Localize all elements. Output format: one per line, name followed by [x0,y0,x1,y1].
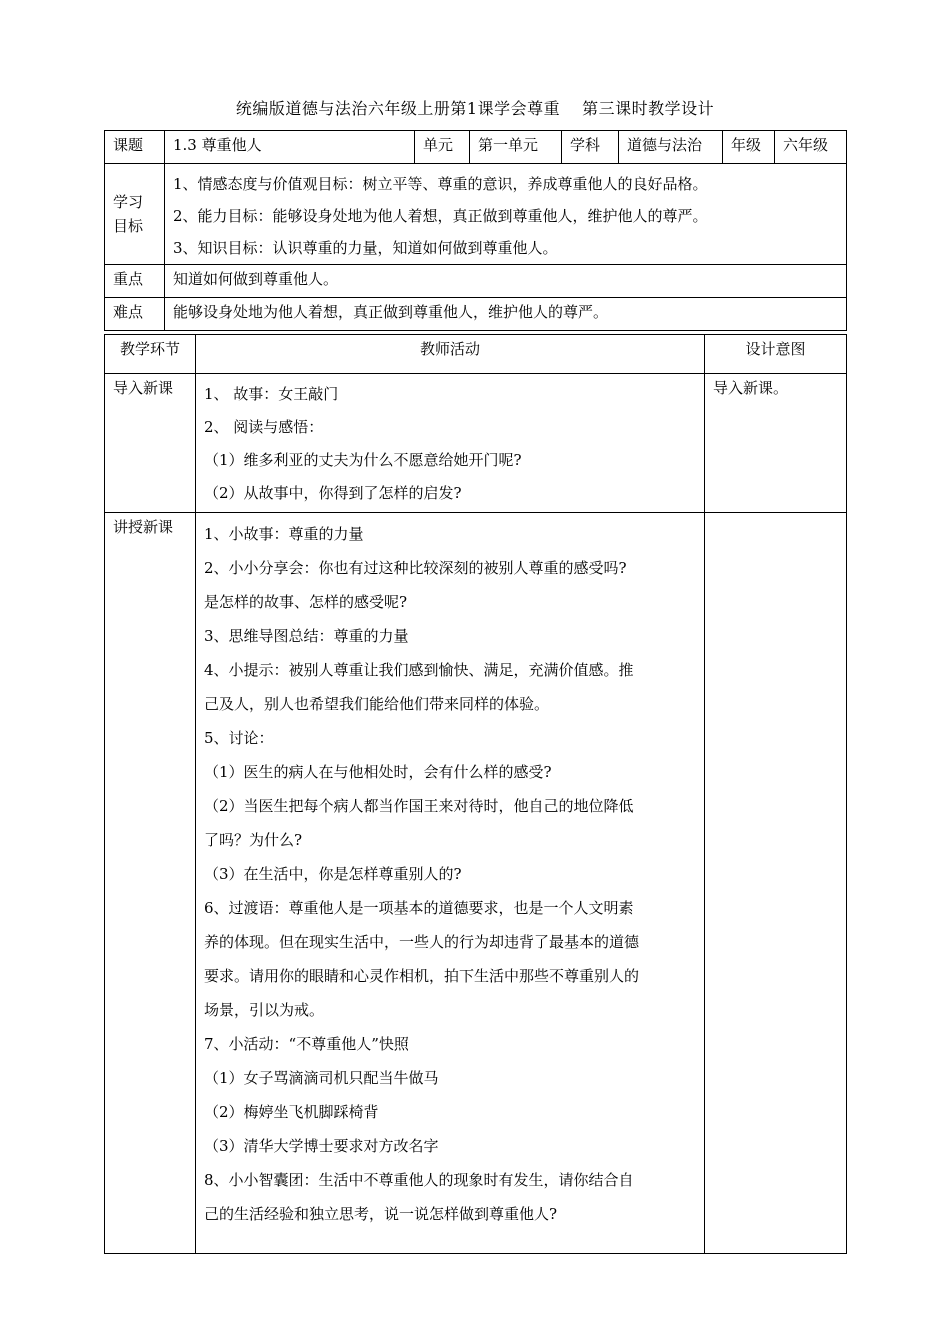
activity-line: 场景，引以为戒。 [204,1001,325,1019]
activity-line: （2）从故事中，你得到了怎样的启发? [204,484,462,502]
activity-line: 1、小故事：尊重的力量 [204,525,364,543]
intro-activity [196,374,705,513]
activity-line: 要求。请用你的眼睛和心灵作相机，拍下生活中那些不尊重别人的 [204,967,640,985]
difficulty-value: 能够设身处地为他人着想，真正做到尊重他人，维护他人的尊严。 [165,298,847,331]
process-header-design: 设计意图 [705,335,847,374]
goal-item: 2、能力目标：能够设身处地为他人着想，真正做到尊重他人，维护他人的尊严。 [173,207,708,225]
goals-label: 学习 目标 [105,164,165,265]
intro-section-label: 导入新课 [105,374,196,513]
process-table [104,334,847,1254]
info-table [104,130,847,331]
page-title-sub: 第三课时教学设计 [582,99,715,118]
activity-line: 2、小小分享会：你也有过这种比较深刻的被别人尊重的感受吗? [204,559,627,577]
activity-line: 己的生活经验和独立思考，说一说怎样做到尊重他人? [204,1205,558,1223]
key-point-label: 重点 [105,265,165,298]
activity-line: （1）医生的病人在与他相处时，会有什么样的感受? [204,763,552,781]
process-header-stage: 教学环节 [105,335,196,374]
page-title-main: 统编版道德与法治六年级上册第1课学会尊重 [235,99,561,118]
activity-line: 1、 故事：女王敲门 [204,385,339,403]
process-header-row [105,335,847,374]
activity-line: 7、小活动：“不尊重他人”快照 [204,1035,409,1053]
activity-line: 4、小提示：被别人尊重让我们感到愉快、满足，充满价值感。推 [204,661,634,679]
activity-line: （1）女子骂滴滴司机只配当牛做马 [204,1069,439,1087]
difficulty-label: 难点 [105,298,165,331]
activity-line: 3、思维导图总结：尊重的力量 [204,627,409,645]
teach-row [105,513,847,1254]
unit-value: 第一单元 [470,131,562,164]
activity-line: （3）清华大学博士要求对方改名字 [204,1137,439,1155]
activity-line: 8、小小智囊团：生活中不尊重他人的现象时有发生，请你结合自 [204,1171,634,1189]
grade-value: 六年级 [775,131,847,164]
activity-line: 了吗？为什么? [204,831,303,849]
info-header-row [105,131,847,164]
activity-line: 5、讨论： [204,729,274,747]
activity-line: （2）当医生把每个病人都当作国王来对待时，他自己的地位降低 [204,797,634,815]
activity-line: （1）维多利亚的丈夫为什么不愿意给她开门呢? [204,451,522,469]
activity-line: 己及人，别人也希望我们能给他们带来同样的体验。 [204,695,550,713]
activity-line: 2、 阅读与感悟： [204,418,324,436]
unit-label: 单元 [415,131,470,164]
process-header-activity: 教师活动 [196,335,705,374]
goal-item: 3、知识目标：认识尊重的力量，知道如何做到尊重他人。 [173,239,558,257]
teach-section-label: 讲授新课 [105,513,196,1254]
activity-line: （2）梅婷坐飞机脚踩椅背 [204,1103,379,1121]
key-point-value: 知道如何做到尊重他人。 [165,265,847,298]
intro-design: 导入新课。 [705,374,847,513]
teach-design [705,513,847,1254]
activity-line: 是怎样的故事、怎样的感受呢? [204,593,408,611]
activity-line: 养的体现。但在现实生活中，一些人的行为却违背了最基本的道德 [204,933,640,951]
activity-line: 6、过渡语：尊重他人是一项基本的道德要求，也是一个人文明素 [204,899,634,917]
activity-line: （3）在生活中，你是怎样尊重别人的? [204,865,462,883]
difficulty-row [105,298,847,331]
subject-label: 学科 [562,131,619,164]
teach-activity [196,513,705,1254]
goal-item: 1、情感态度与价值观目标：树立平等、尊重的意识，养成尊重他人的良好品格。 [173,175,708,193]
subject-value: 道德与法治 [619,131,723,164]
key-point-row [105,265,847,298]
goals-content [165,164,847,265]
goals-row [105,164,847,265]
intro-row [105,374,847,513]
topic-value: 1.3 尊重他人 [165,131,415,164]
grade-label: 年级 [723,131,775,164]
topic-label: 课题 [105,131,165,164]
page-title [0,96,950,119]
